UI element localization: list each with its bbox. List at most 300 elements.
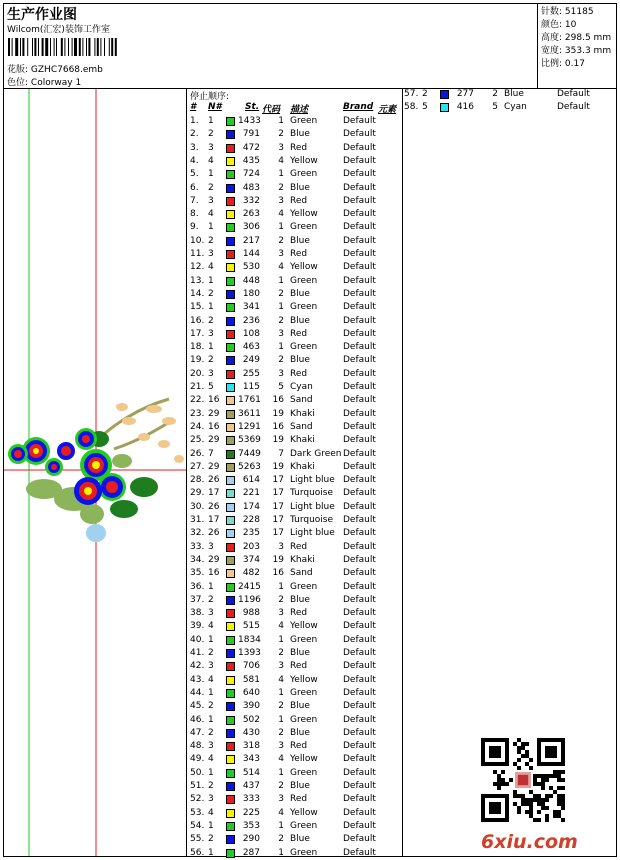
needle-number: 1 <box>208 342 214 353</box>
stitch-count: 228 <box>242 515 260 525</box>
stop-index: 40. <box>190 634 205 645</box>
needle-number: 2 <box>208 701 214 712</box>
stop-index: 42. <box>190 661 205 672</box>
brand: Default <box>343 342 376 353</box>
color-code: 1 <box>278 169 284 180</box>
stat-scale: 比例: 0.17 <box>541 59 585 69</box>
stop-index: 5. <box>190 169 199 180</box>
brand: Default <box>557 102 590 113</box>
stitch-count: 988 <box>242 608 260 619</box>
col-header-element: 元素 <box>378 105 397 115</box>
brand: Default <box>343 475 376 486</box>
stop-index: 52. <box>190 794 205 805</box>
color-code: 2 <box>278 288 284 299</box>
color-description: Khaki <box>290 435 315 446</box>
color-description: Green <box>290 116 318 126</box>
brand: Default <box>343 781 376 791</box>
color-code: 4 <box>278 621 284 632</box>
color-description: Yellow <box>290 674 318 685</box>
stat-colors: 颜色: 10 <box>541 20 577 30</box>
color-swatch <box>226 463 235 472</box>
stop-index: 37. <box>190 594 205 605</box>
color-code: 1 <box>278 302 284 313</box>
stitch-count: 614 <box>242 475 260 486</box>
color-code: 4 <box>278 209 284 220</box>
color-description: Green <box>290 275 318 286</box>
barcode <box>8 38 150 56</box>
color-code: 1 <box>278 687 284 698</box>
color-description: Green <box>290 302 318 313</box>
needle-number: 17 <box>208 488 220 499</box>
color-code: 3 <box>278 608 284 619</box>
stitch-count: 1196 <box>238 594 261 605</box>
color-code: 2 <box>278 355 284 366</box>
stitch-count: 277 <box>456 89 474 99</box>
stitch-count: 180 <box>242 288 260 299</box>
color-swatch <box>226 290 235 299</box>
brand: Default <box>343 634 376 645</box>
stop-index: 53. <box>190 807 205 818</box>
color-code: 17 <box>272 515 284 525</box>
brand: Default <box>343 461 376 472</box>
stop-index: 56. <box>190 847 205 858</box>
stop-index: 36. <box>190 581 205 592</box>
needle-number: 3 <box>208 368 214 379</box>
color-description: Blue <box>290 594 310 605</box>
stop-index: 30. <box>190 501 205 512</box>
stitch-count: 1433 <box>238 116 261 126</box>
color-code: 3 <box>278 142 284 153</box>
stitch-count: 640 <box>242 687 260 698</box>
color-description: Red <box>290 661 308 672</box>
color-description: Red <box>290 541 308 552</box>
needle-number: 29 <box>208 554 220 565</box>
color-description: Cyan <box>504 102 527 113</box>
design-value: GZHC7668.emb <box>30 65 103 75</box>
stat-stitches: 针数: 51185 <box>541 7 594 17</box>
stitch-count: 472 <box>242 142 260 153</box>
stitch-count: 3611 <box>238 408 261 419</box>
brand: Default <box>343 674 376 685</box>
color-description: Cyan <box>290 382 313 392</box>
brand: Default <box>343 741 376 752</box>
color-description: Green <box>290 767 318 778</box>
brand: Default <box>343 754 376 765</box>
color-description: Sand <box>290 395 313 406</box>
stop-index: 8. <box>190 209 199 220</box>
color-code: 2 <box>278 182 284 193</box>
brand: Default <box>343 820 376 831</box>
qr-code <box>481 738 565 822</box>
brand: Default <box>343 515 376 525</box>
colorway-label: 色位: <box>7 78 29 88</box>
color-code: 5 <box>492 102 498 113</box>
design-stats <box>541 6 611 71</box>
color-code: 4 <box>278 674 284 685</box>
color-description: Blue <box>290 648 310 658</box>
color-swatch <box>226 423 235 432</box>
needle-number: 26 <box>208 475 220 486</box>
stop-index: 24. <box>190 421 205 432</box>
color-swatch <box>226 223 235 232</box>
color-description: Blue <box>290 182 310 193</box>
stop-index: 15. <box>190 302 205 313</box>
stitch-count: 217 <box>242 235 260 246</box>
color-code: 19 <box>272 554 284 565</box>
color-code: 1 <box>278 767 284 778</box>
needle-number: 16 <box>208 395 220 406</box>
preview-divider <box>186 88 187 857</box>
needle-number: 1 <box>208 847 214 858</box>
stop-index: 11. <box>190 249 205 259</box>
color-description: Light blue <box>290 475 335 486</box>
color-description: Sand <box>290 568 313 579</box>
brand: Default <box>343 501 376 512</box>
brand: Default <box>343 435 376 446</box>
design-info <box>7 62 103 75</box>
color-description: Red <box>290 249 308 259</box>
stitch-count: 430 <box>242 727 260 738</box>
color-code: 17 <box>272 528 284 539</box>
color-description: Khaki <box>290 554 315 565</box>
col-header-index: # <box>190 102 197 112</box>
stitch-count: 515 <box>242 621 260 632</box>
color-swatch <box>226 622 235 631</box>
stop-index: 9. <box>190 222 199 233</box>
needle-number: 3 <box>208 249 214 259</box>
color-description: Yellow <box>290 209 318 220</box>
brand: Default <box>343 714 376 725</box>
color-swatch <box>226 596 235 605</box>
needle-number: 2 <box>208 594 214 605</box>
colorway-info <box>7 75 81 88</box>
needle-number: 3 <box>208 608 214 619</box>
color-code: 3 <box>278 328 284 339</box>
color-description: Red <box>290 741 308 752</box>
brand: Default <box>343 129 376 140</box>
brand: Default <box>343 701 376 712</box>
color-code: 3 <box>278 249 284 259</box>
color-description: Red <box>290 195 308 206</box>
color-swatch <box>226 130 235 139</box>
stitch-count: 502 <box>242 714 260 725</box>
color-code: 2 <box>278 594 284 605</box>
needle-number: 1 <box>208 714 214 725</box>
stop-index: 32. <box>190 528 205 539</box>
stop-index: 6. <box>190 182 199 193</box>
color-description: Red <box>290 142 308 153</box>
color-code: 17 <box>272 488 284 499</box>
stop-index: 19. <box>190 355 205 366</box>
needle-number: 4 <box>208 807 214 818</box>
brand: Default <box>343 568 376 579</box>
color-swatch <box>226 503 235 512</box>
design-label: 花版: <box>7 65 29 75</box>
stitch-count: 416 <box>456 102 474 113</box>
color-code: 4 <box>278 754 284 765</box>
stop-index: 23. <box>190 408 205 419</box>
stitch-count: 390 <box>242 701 260 712</box>
color-description: Red <box>290 368 308 379</box>
needle-number: 17 <box>208 515 220 525</box>
color-description: Green <box>290 169 318 180</box>
needle-number: 2 <box>208 648 214 658</box>
needle-number: 2 <box>208 288 214 299</box>
brand: Default <box>557 89 590 99</box>
color-swatch <box>226 649 235 658</box>
stitch-count: 1393 <box>238 648 261 658</box>
color-swatch <box>226 782 235 791</box>
color-description: Green <box>290 342 318 353</box>
needle-number: 16 <box>208 568 220 579</box>
color-code: 1 <box>278 714 284 725</box>
stitch-count: 221 <box>242 488 260 499</box>
color-description: Yellow <box>290 754 318 765</box>
brand: Default <box>343 528 376 539</box>
color-swatch <box>226 835 235 844</box>
color-swatch <box>226 529 235 538</box>
watermark-logo: 6xiu.com <box>481 831 578 853</box>
stitch-count: 706 <box>242 661 260 672</box>
color-swatch <box>226 410 235 419</box>
stop-index: 33. <box>190 541 205 552</box>
needle-number: 3 <box>208 195 214 206</box>
color-swatch <box>440 103 449 112</box>
stop-index: 3. <box>190 142 199 153</box>
color-swatch <box>226 250 235 259</box>
color-swatch <box>226 742 235 751</box>
color-code: 5 <box>278 382 284 392</box>
stop-index: 46. <box>190 714 205 725</box>
color-swatch <box>226 716 235 725</box>
color-swatch <box>226 662 235 671</box>
needle-number: 4 <box>208 155 214 166</box>
color-swatch <box>226 583 235 592</box>
needle-number: 2 <box>208 355 214 366</box>
stop-index: 27. <box>190 461 205 472</box>
needle-number: 5 <box>208 382 214 392</box>
color-swatch <box>226 117 235 126</box>
stats-divider <box>537 3 538 88</box>
color-code: 19 <box>272 408 284 419</box>
color-code: 4 <box>278 155 284 166</box>
stop-index: 57. <box>404 89 419 99</box>
needle-number: 1 <box>208 116 214 126</box>
color-description: Blue <box>290 129 310 140</box>
color-code: 1 <box>278 342 284 353</box>
brand: Default <box>343 421 376 432</box>
stop-index: 16. <box>190 315 205 326</box>
stop-index: 39. <box>190 621 205 632</box>
col-header-code: 代码 <box>262 105 281 115</box>
color-code: 16 <box>272 568 284 579</box>
stop-index: 29. <box>190 488 205 499</box>
brand: Default <box>343 275 376 286</box>
color-code: 2 <box>278 781 284 791</box>
color-swatch <box>226 609 235 618</box>
color-code: 3 <box>278 661 284 672</box>
color-code: 2 <box>278 129 284 140</box>
needle-number: 4 <box>208 621 214 632</box>
needle-number: 1 <box>208 275 214 286</box>
color-description: Yellow <box>290 155 318 166</box>
color-description: Green <box>290 847 318 858</box>
brand: Default <box>343 155 376 166</box>
color-description: Blue <box>290 315 310 326</box>
color-code: 19 <box>272 435 284 446</box>
color-swatch <box>226 476 235 485</box>
brand: Default <box>343 594 376 605</box>
stitch-count: 174 <box>242 501 260 512</box>
stitch-count: 353 <box>242 820 260 831</box>
stitch-count: 2415 <box>238 581 261 592</box>
brand: Default <box>343 448 376 459</box>
color-description: Sand <box>290 421 313 432</box>
color-swatch <box>226 516 235 525</box>
needle-number: 3 <box>208 328 214 339</box>
color-description: Yellow <box>290 807 318 818</box>
color-description: Light blue <box>290 501 335 512</box>
stop-index: 43. <box>190 674 205 685</box>
stitch-count: 374 <box>242 554 260 565</box>
brand: Default <box>343 302 376 313</box>
color-swatch <box>226 729 235 738</box>
color-swatch <box>226 356 235 365</box>
stop-index: 25. <box>190 435 205 446</box>
stop-index: 31. <box>190 515 205 525</box>
color-code: 2 <box>492 89 498 99</box>
color-swatch <box>226 144 235 153</box>
stitch-count: 437 <box>242 781 260 791</box>
color-description: Turquoise <box>290 488 334 499</box>
color-description: Green <box>290 581 318 592</box>
brand: Default <box>343 368 376 379</box>
stitch-count: 7449 <box>238 448 261 459</box>
stop-index: 7. <box>190 195 199 206</box>
color-code: 1 <box>278 116 284 126</box>
needle-number: 3 <box>208 661 214 672</box>
color-code: 2 <box>278 235 284 246</box>
needle-number: 4 <box>208 262 214 273</box>
color-description: Khaki <box>290 408 315 419</box>
brand: Default <box>343 661 376 672</box>
stop-index: 17. <box>190 328 205 339</box>
stitch-count: 1834 <box>238 634 261 645</box>
stop-index: 47. <box>190 727 205 738</box>
stop-index: 18. <box>190 342 205 353</box>
brand: Default <box>343 182 376 193</box>
needle-number: 1 <box>208 581 214 592</box>
needle-number: 1 <box>208 767 214 778</box>
colorway-value: Colorway 1 <box>30 78 82 88</box>
brand: Default <box>343 488 376 499</box>
color-swatch <box>226 676 235 685</box>
needle-number: 5 <box>422 102 428 113</box>
brand: Default <box>343 541 376 552</box>
stop-index: 26. <box>190 448 205 459</box>
needle-number: 3 <box>208 541 214 552</box>
color-description: Yellow <box>290 262 318 273</box>
stop-index: 50. <box>190 767 205 778</box>
needle-number: 2 <box>208 727 214 738</box>
color-description: Red <box>290 328 308 339</box>
color-code: 1 <box>278 222 284 233</box>
color-swatch <box>226 317 235 326</box>
stat-width: 宽度: 353.3 mm <box>541 46 612 56</box>
color-code: 7 <box>278 448 284 459</box>
stitch-count: 287 <box>242 847 260 858</box>
stitch-count: 236 <box>242 315 260 326</box>
color-description: Blue <box>290 834 310 845</box>
brand: Default <box>343 847 376 858</box>
color-swatch <box>226 303 235 312</box>
needle-number: 3 <box>208 741 214 752</box>
color-swatch <box>226 689 235 698</box>
stitch-count: 333 <box>242 794 260 805</box>
stitch-count: 435 <box>242 155 260 166</box>
color-description: Blue <box>290 355 310 366</box>
stitch-count: 448 <box>242 275 260 286</box>
color-swatch <box>226 370 235 379</box>
color-code: 2 <box>278 648 284 658</box>
color-swatch <box>226 157 235 166</box>
stop-index: 1. <box>190 116 199 126</box>
color-swatch <box>226 343 235 352</box>
brand: Default <box>343 195 376 206</box>
color-swatch <box>226 184 235 193</box>
brand: Default <box>343 288 376 299</box>
color-code: 1 <box>278 275 284 286</box>
needle-number: 3 <box>208 794 214 805</box>
list-column-divider <box>402 88 403 857</box>
stitch-count: 1291 <box>238 421 261 432</box>
color-swatch <box>226 822 235 831</box>
stitch-count: 203 <box>242 541 260 552</box>
color-swatch <box>226 436 235 445</box>
color-swatch <box>226 450 235 459</box>
color-code: 1 <box>278 581 284 592</box>
brand: Default <box>343 648 376 658</box>
stop-index: 35. <box>190 568 205 579</box>
brand: Default <box>343 608 376 619</box>
stitch-count: 115 <box>242 382 260 392</box>
stitch-count: 5369 <box>238 435 261 446</box>
color-description: Green <box>290 222 318 233</box>
brand: Default <box>343 727 376 738</box>
stop-index: 14. <box>190 288 205 299</box>
brand: Default <box>343 621 376 632</box>
brand: Default <box>343 235 376 246</box>
needle-number: 2 <box>208 834 214 845</box>
color-code: 2 <box>278 834 284 845</box>
stop-index: 28. <box>190 475 205 486</box>
color-swatch <box>226 383 235 392</box>
brand: Default <box>343 581 376 592</box>
stitch-count: 530 <box>242 262 260 273</box>
stop-index: 10. <box>190 235 205 246</box>
needle-number: 1 <box>208 302 214 313</box>
color-swatch <box>226 809 235 818</box>
color-swatch <box>440 90 449 99</box>
needle-number: 16 <box>208 421 220 432</box>
stitch-count: 1761 <box>238 395 261 406</box>
color-code: 2 <box>278 701 284 712</box>
color-description: Red <box>290 794 308 805</box>
color-description: Yellow <box>290 621 318 632</box>
color-description: Blue <box>290 288 310 299</box>
color-swatch <box>226 569 235 578</box>
color-description: Green <box>290 820 318 831</box>
